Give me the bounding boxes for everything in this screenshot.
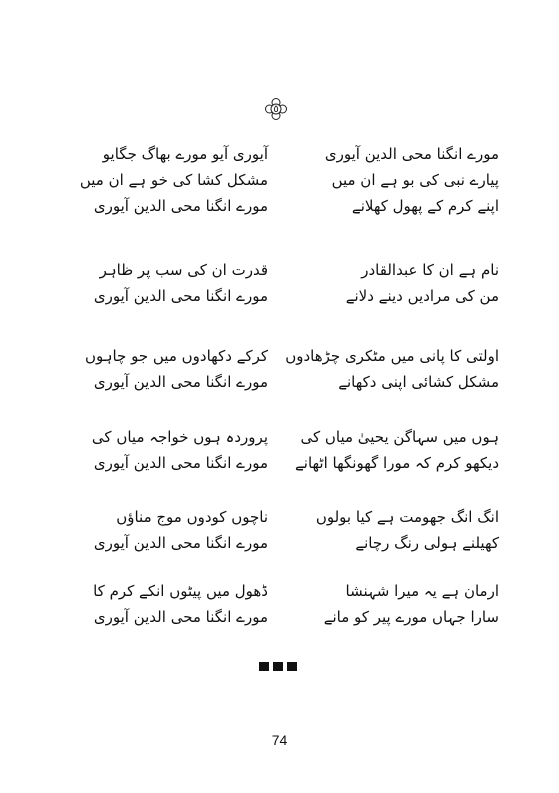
verse-left: قدرت ان کی سب پر ظاہر <box>99 261 268 279</box>
flower-ornament-icon <box>263 96 289 122</box>
verse-right: پیارے نبی کی بو ہے ان میں <box>331 171 499 189</box>
verse-left: پروردہ ہوں خواجہ میاں کی <box>91 428 268 446</box>
verse-left: ناچوں کودوں موج مناؤں <box>116 508 268 526</box>
verse-right: نام ہے ان کا عبدالقادر <box>361 261 499 279</box>
verse-line <box>0 167 559 193</box>
verse-left: مورے انگنا محی الدین آیوری <box>93 287 268 305</box>
verse-line <box>0 530 559 556</box>
verse-right: انگ انگ جھومت ہے کیا بولوں <box>315 508 499 526</box>
verse-line <box>0 424 559 450</box>
verse-line <box>0 604 559 630</box>
verse-line <box>0 283 559 309</box>
verse-left: آیوری آیو مورے بھاگ جگایو <box>102 145 268 163</box>
verse-right: اولتی کا پانی میں مٹکری چڑھادوں <box>285 347 499 365</box>
verse-line <box>0 193 559 219</box>
stanza-5 <box>0 504 559 556</box>
square-mark-icon <box>259 662 269 671</box>
section-end-marks <box>259 662 297 671</box>
verse-left: ڈھول میں پیٹوں انکے کرم کا <box>93 582 268 600</box>
ornament-number: ٥ <box>273 103 279 115</box>
verse-right: مشکل کشائی اپنی دکھانے <box>338 373 499 391</box>
square-mark-icon <box>273 662 283 671</box>
verse-right: ہوں میں سہاگن یحییٰ میاں کی <box>300 428 499 446</box>
verse-line <box>0 578 559 604</box>
verse-right: دیکھو کرم کہ مورا گھونگھا اٹھانے <box>294 454 499 472</box>
verse-left: مورے انگنا محی الدین آیوری <box>93 373 268 391</box>
verse-right: اپنے کرم کے پھول کھلانے <box>351 197 499 215</box>
verse-right: مورے انگنا محی الدین آیوری <box>324 145 499 163</box>
verse-right: من کی مرادیں دینے دلانے <box>345 287 499 305</box>
stanza-3 <box>0 343 559 395</box>
stanza-1 <box>0 141 559 219</box>
verse-right: کھیلنے ہولی رنگ رچانے <box>355 534 499 552</box>
stanza-6 <box>0 578 559 630</box>
verse-left: مورے انگنا محی الدین آیوری <box>93 454 268 472</box>
page-number: 74 <box>271 732 288 748</box>
verse-left: مورے انگنا محی الدین آیوری <box>93 197 268 215</box>
verse-left: مورے انگنا محی الدین آیوری <box>93 534 268 552</box>
verse-left: مورے انگنا محی الدین آیوری <box>93 608 268 626</box>
stanza-2 <box>0 257 559 309</box>
stanza-4 <box>0 424 559 476</box>
verse-line <box>0 257 559 283</box>
verse-line <box>0 141 559 167</box>
verse-left: مشکل کشا کی خو ہے ان میں <box>79 171 268 189</box>
verse-line <box>0 504 559 530</box>
verse-line <box>0 369 559 395</box>
verse-line <box>0 450 559 476</box>
verse-line <box>0 343 559 369</box>
verse-left: کرکے دکھادوں میں جو چاہوں <box>84 347 268 365</box>
verse-right: ارمان ہے یہ میرا شہنشا <box>345 582 499 600</box>
verse-right: سارا جہاں مورے پیر کو مانے <box>323 608 499 626</box>
square-mark-icon <box>287 662 297 671</box>
